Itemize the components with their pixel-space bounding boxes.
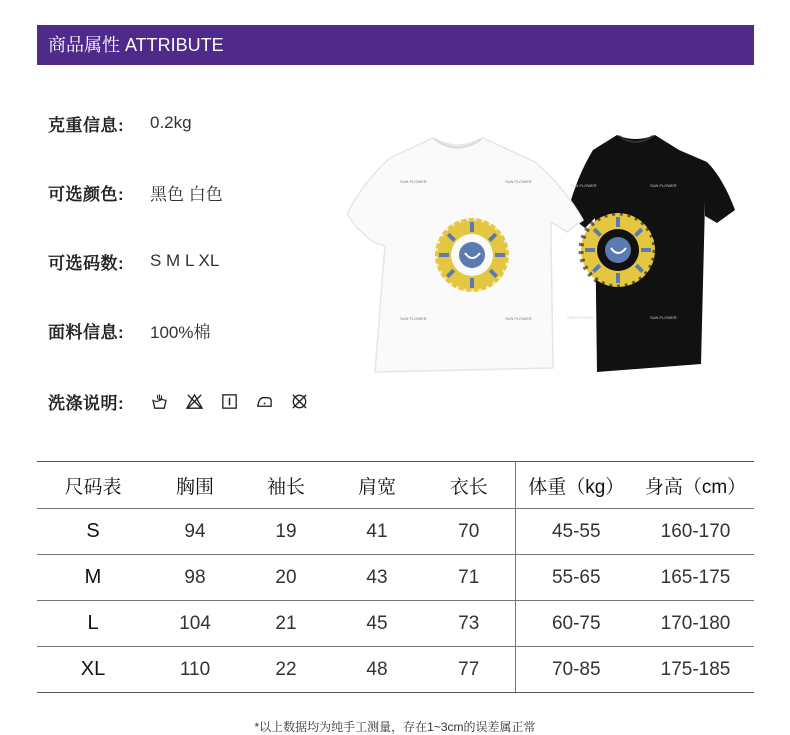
table-cell: 20 <box>241 555 331 601</box>
color-value: 黑色 白色 <box>150 184 223 204</box>
size-label: 可选码数: <box>48 253 125 273</box>
wash-label: 洗涤说明: <box>48 393 125 413</box>
fabric-label: 面料信息: <box>48 322 125 342</box>
measurement-footnote: *以上数据均为纯手工测量，存在1~3cm的误差属正常 <box>254 720 536 734</box>
wash-icons <box>150 392 309 411</box>
table-cell: 19 <box>241 509 331 555</box>
header-shoulder: 肩宽 <box>331 462 423 509</box>
header-length: 衣长 <box>423 462 515 509</box>
fabric-row <box>48 318 210 342</box>
no-bleach-icon <box>185 392 204 411</box>
table-cell: 55-65 <box>515 555 637 601</box>
size-chart-table <box>37 461 754 693</box>
wash-row <box>48 389 309 413</box>
print-text: SUN FLOWER <box>505 179 532 184</box>
color-label: 可选颜色: <box>48 184 125 204</box>
table-cell: 60-75 <box>515 601 637 647</box>
table-row <box>37 647 754 693</box>
table-cell: 22 <box>241 647 331 693</box>
table-cell: M <box>37 555 149 601</box>
no-dry-clean-icon <box>290 392 309 411</box>
product-photo <box>345 110 745 380</box>
table-cell: 98 <box>149 555 241 601</box>
table-cell: 48 <box>331 647 423 693</box>
table-cell: 160-170 <box>637 509 754 555</box>
size-row <box>48 249 219 273</box>
white-tshirt <box>347 138 583 372</box>
hand-wash-icon <box>150 392 169 411</box>
print-text: SUN FLOWER <box>567 315 594 320</box>
table-cell: 43 <box>331 555 423 601</box>
table-cell: 175-185 <box>637 647 754 693</box>
print-text: SUN FLOWER <box>650 315 677 320</box>
section-title: 商品属性 ATTRIBUTE <box>48 35 224 55</box>
table-header-row <box>37 462 754 509</box>
table-cell: 45-55 <box>515 509 637 555</box>
black-tshirt <box>567 135 735 372</box>
table-cell: S <box>37 509 149 555</box>
section-header <box>37 25 754 65</box>
iron-low-icon <box>255 392 274 411</box>
table-cell: 94 <box>149 509 241 555</box>
table-cell: 45 <box>331 601 423 647</box>
print-text: SUN FLOWER <box>505 316 532 321</box>
table-cell: 104 <box>149 601 241 647</box>
table-cell: 165-175 <box>637 555 754 601</box>
header-size: 尺码表 <box>37 462 149 509</box>
table-row <box>37 509 754 555</box>
tumble-dry-icon <box>220 392 239 411</box>
table-row <box>37 555 754 601</box>
table-cell: 170-180 <box>637 601 754 647</box>
table-cell: 77 <box>423 647 515 693</box>
header-chest: 胸围 <box>149 462 241 509</box>
header-sleeve: 袖长 <box>241 462 331 509</box>
print-text: SUN FLOWER <box>400 179 427 184</box>
table-cell: 73 <box>423 601 515 647</box>
table-row <box>37 601 754 647</box>
fabric-value: 100%棉 <box>150 322 211 342</box>
print-text: SUN FLOWER <box>650 183 677 188</box>
color-row <box>48 180 223 204</box>
print-text: SUN FLOWER <box>400 316 427 321</box>
weight-row <box>48 111 192 135</box>
header-height: 身高（cm） <box>637 462 754 509</box>
print-text: SUN FLOWER <box>570 183 597 188</box>
header-weight: 体重（kg） <box>515 462 637 509</box>
size-value: S M L XL <box>150 251 220 270</box>
table-cell: 110 <box>149 647 241 693</box>
table-cell: 70 <box>423 509 515 555</box>
table-cell: 41 <box>331 509 423 555</box>
weight-value: 0.2kg <box>150 113 192 132</box>
table-cell: 21 <box>241 601 331 647</box>
weight-label: 克重信息: <box>48 115 125 135</box>
table-cell: 71 <box>423 555 515 601</box>
table-cell: 70-85 <box>515 647 637 693</box>
table-cell: L <box>37 601 149 647</box>
table-cell: XL <box>37 647 149 693</box>
